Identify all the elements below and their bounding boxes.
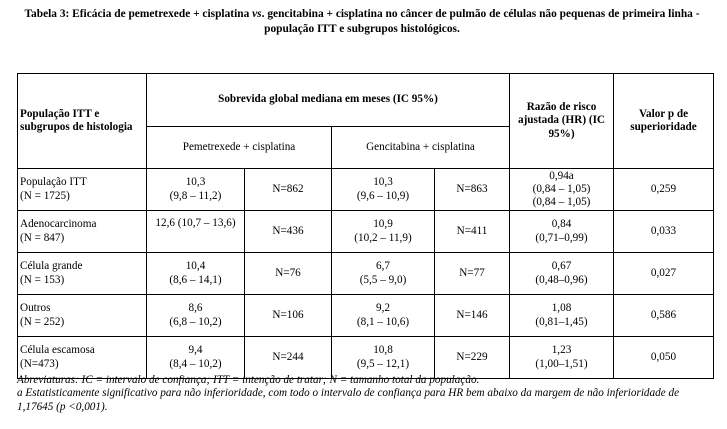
pem-median-value: 12,6 (10,7 – 13,6) xyxy=(155,217,236,229)
gem-median xyxy=(332,337,435,379)
row-label xyxy=(18,211,147,253)
pem-n: N=862 xyxy=(245,169,332,211)
header-gencitabina: Gencitabina + cisplatina xyxy=(332,127,510,169)
p-value: 0,586 xyxy=(614,295,714,337)
footnote-significance: a Estatisticamente significativo para não inferioridade, com todo o intervalo de confiança para HR bem abaixo da margem de não inferioridade de 1,17645 (p <0,001). xyxy=(17,387,680,413)
hazard-ratio xyxy=(510,211,614,253)
hr-ci-repeat: (0,84 – 1,05) xyxy=(532,196,591,209)
gem-median xyxy=(332,211,435,253)
p-value: 0,259 xyxy=(614,169,714,211)
pem-median-value: 9,4 xyxy=(188,344,203,357)
pem-median-ci: (6,8 – 10,2) xyxy=(169,315,222,328)
row-label-n: (N = 252) xyxy=(20,315,65,328)
gem-n: N=411 xyxy=(435,211,510,253)
header-row-1 xyxy=(18,74,714,127)
header-hazard-ratio: Razão de risco ajustada (HR) (IC 95%) xyxy=(510,74,614,169)
pem-median xyxy=(147,169,245,211)
table-row xyxy=(18,337,714,379)
caption-vs: vs xyxy=(252,8,262,20)
pem-median xyxy=(147,337,245,379)
hr-ci: (1,00–1,51) xyxy=(535,357,588,370)
header-p-value: Valor p de superioridade xyxy=(614,74,714,169)
pem-median xyxy=(147,253,245,295)
hr-value: 0,67 xyxy=(551,260,572,273)
row-label-n: (N=473) xyxy=(20,357,59,370)
row-label-name: Célula escamosa xyxy=(20,344,95,357)
row-label-n: (N = 1725) xyxy=(20,189,70,202)
row-label xyxy=(18,295,147,337)
pem-median-value: 8,6 xyxy=(188,302,203,315)
gem-median-ci: (8,1 – 10,6) xyxy=(356,315,410,328)
table-caption xyxy=(12,7,712,37)
gem-n: N=146 xyxy=(435,295,510,337)
p-value: 0,050 xyxy=(614,337,714,379)
hazard-ratio xyxy=(510,337,614,379)
hr-value: 1,08 xyxy=(551,302,572,315)
pem-median-ci: (9,8 – 11,2) xyxy=(169,189,222,202)
hr-value: 1,23 xyxy=(551,344,572,357)
gem-median-value: 10,9 xyxy=(373,218,393,231)
hr-value: 0,84 xyxy=(551,218,572,231)
pem-n: N=76 xyxy=(245,253,332,295)
gem-median-value: 9,2 xyxy=(376,302,390,315)
caption-text-start: Tabela 3: Eficácia de pemetrexede + cisplatina xyxy=(24,8,253,20)
row-label-name: Outros xyxy=(20,302,51,315)
pem-n: N=244 xyxy=(245,337,332,379)
row-label-n: (N = 153) xyxy=(20,273,65,286)
row-label xyxy=(18,337,147,379)
caption-text-end: . gencitabina + cisplatina no câncer de pulmão de células não pequenas de primeira linha - população ITT e subgrupos histológicos. xyxy=(261,8,700,35)
footnote-abbreviations: Abreviaturas: IC = intervalo de confiança; ITT = intenção de tratar; N = tamanho total da população. xyxy=(17,374,480,386)
pem-n: N=106 xyxy=(245,295,332,337)
pem-median-value: 10,4 xyxy=(185,260,206,273)
gem-n: N=77 xyxy=(435,253,510,295)
gem-median-value: 6,7 xyxy=(376,260,390,273)
pem-median-ci: (8,4 – 10,2) xyxy=(169,357,222,370)
pem-median-value: 10,3 xyxy=(185,176,206,189)
hr-ci: (0,48–0,96) xyxy=(535,273,588,286)
efficacy-table xyxy=(17,73,714,379)
hr-ci: (0,84 – 1,05) xyxy=(532,182,591,195)
row-label-name: População ITT xyxy=(20,176,87,189)
gem-median xyxy=(332,295,435,337)
header-population: População ITT e subgrupos de histologia xyxy=(18,74,147,169)
hr-ci: (0,81–1,45) xyxy=(535,315,588,328)
pem-median xyxy=(147,295,245,337)
table-row xyxy=(18,295,714,337)
pem-median xyxy=(147,211,245,253)
hr-ci: (0,71–0,99) xyxy=(535,231,588,244)
table-row xyxy=(18,211,714,253)
row-label-name: Adenocarcinoma xyxy=(20,218,97,231)
gem-median-ci: (5,5 – 9,0) xyxy=(359,273,407,286)
pem-n: N=436 xyxy=(245,211,332,253)
hazard-ratio xyxy=(510,253,614,295)
hazard-ratio xyxy=(510,295,614,337)
header-median-survival: Sobrevida global mediana em meses (IC 95%) xyxy=(147,74,510,127)
row-label-n: (N = 847) xyxy=(20,231,65,244)
gem-median-ci: (9,5 – 12,1) xyxy=(356,357,410,370)
table-row xyxy=(18,169,714,211)
table-footnotes xyxy=(17,374,717,414)
gem-median-ci: (10,2 – 11,9) xyxy=(354,231,412,244)
header-pemetrexede: Pemetrexede + cisplatina xyxy=(147,127,332,169)
hazard-ratio xyxy=(510,169,614,211)
row-label xyxy=(18,253,147,295)
p-value: 0,033 xyxy=(614,211,714,253)
gem-median xyxy=(332,169,435,211)
p-value: 0,027 xyxy=(614,253,714,295)
gem-median-value: 10,8 xyxy=(373,344,393,357)
table-row xyxy=(18,253,714,295)
gem-median-value: 10,3 xyxy=(373,176,393,189)
gem-n: N=863 xyxy=(435,169,510,211)
hr-value: 0,94a xyxy=(549,169,574,182)
gem-n: N=229 xyxy=(435,337,510,379)
gem-median-ci: (9,6 – 10,9) xyxy=(356,189,410,202)
pem-median-ci: (8,6 – 14,1) xyxy=(169,273,222,286)
row-label-name: Célula grande xyxy=(20,260,83,273)
gem-median xyxy=(332,253,435,295)
row-label xyxy=(18,169,147,211)
